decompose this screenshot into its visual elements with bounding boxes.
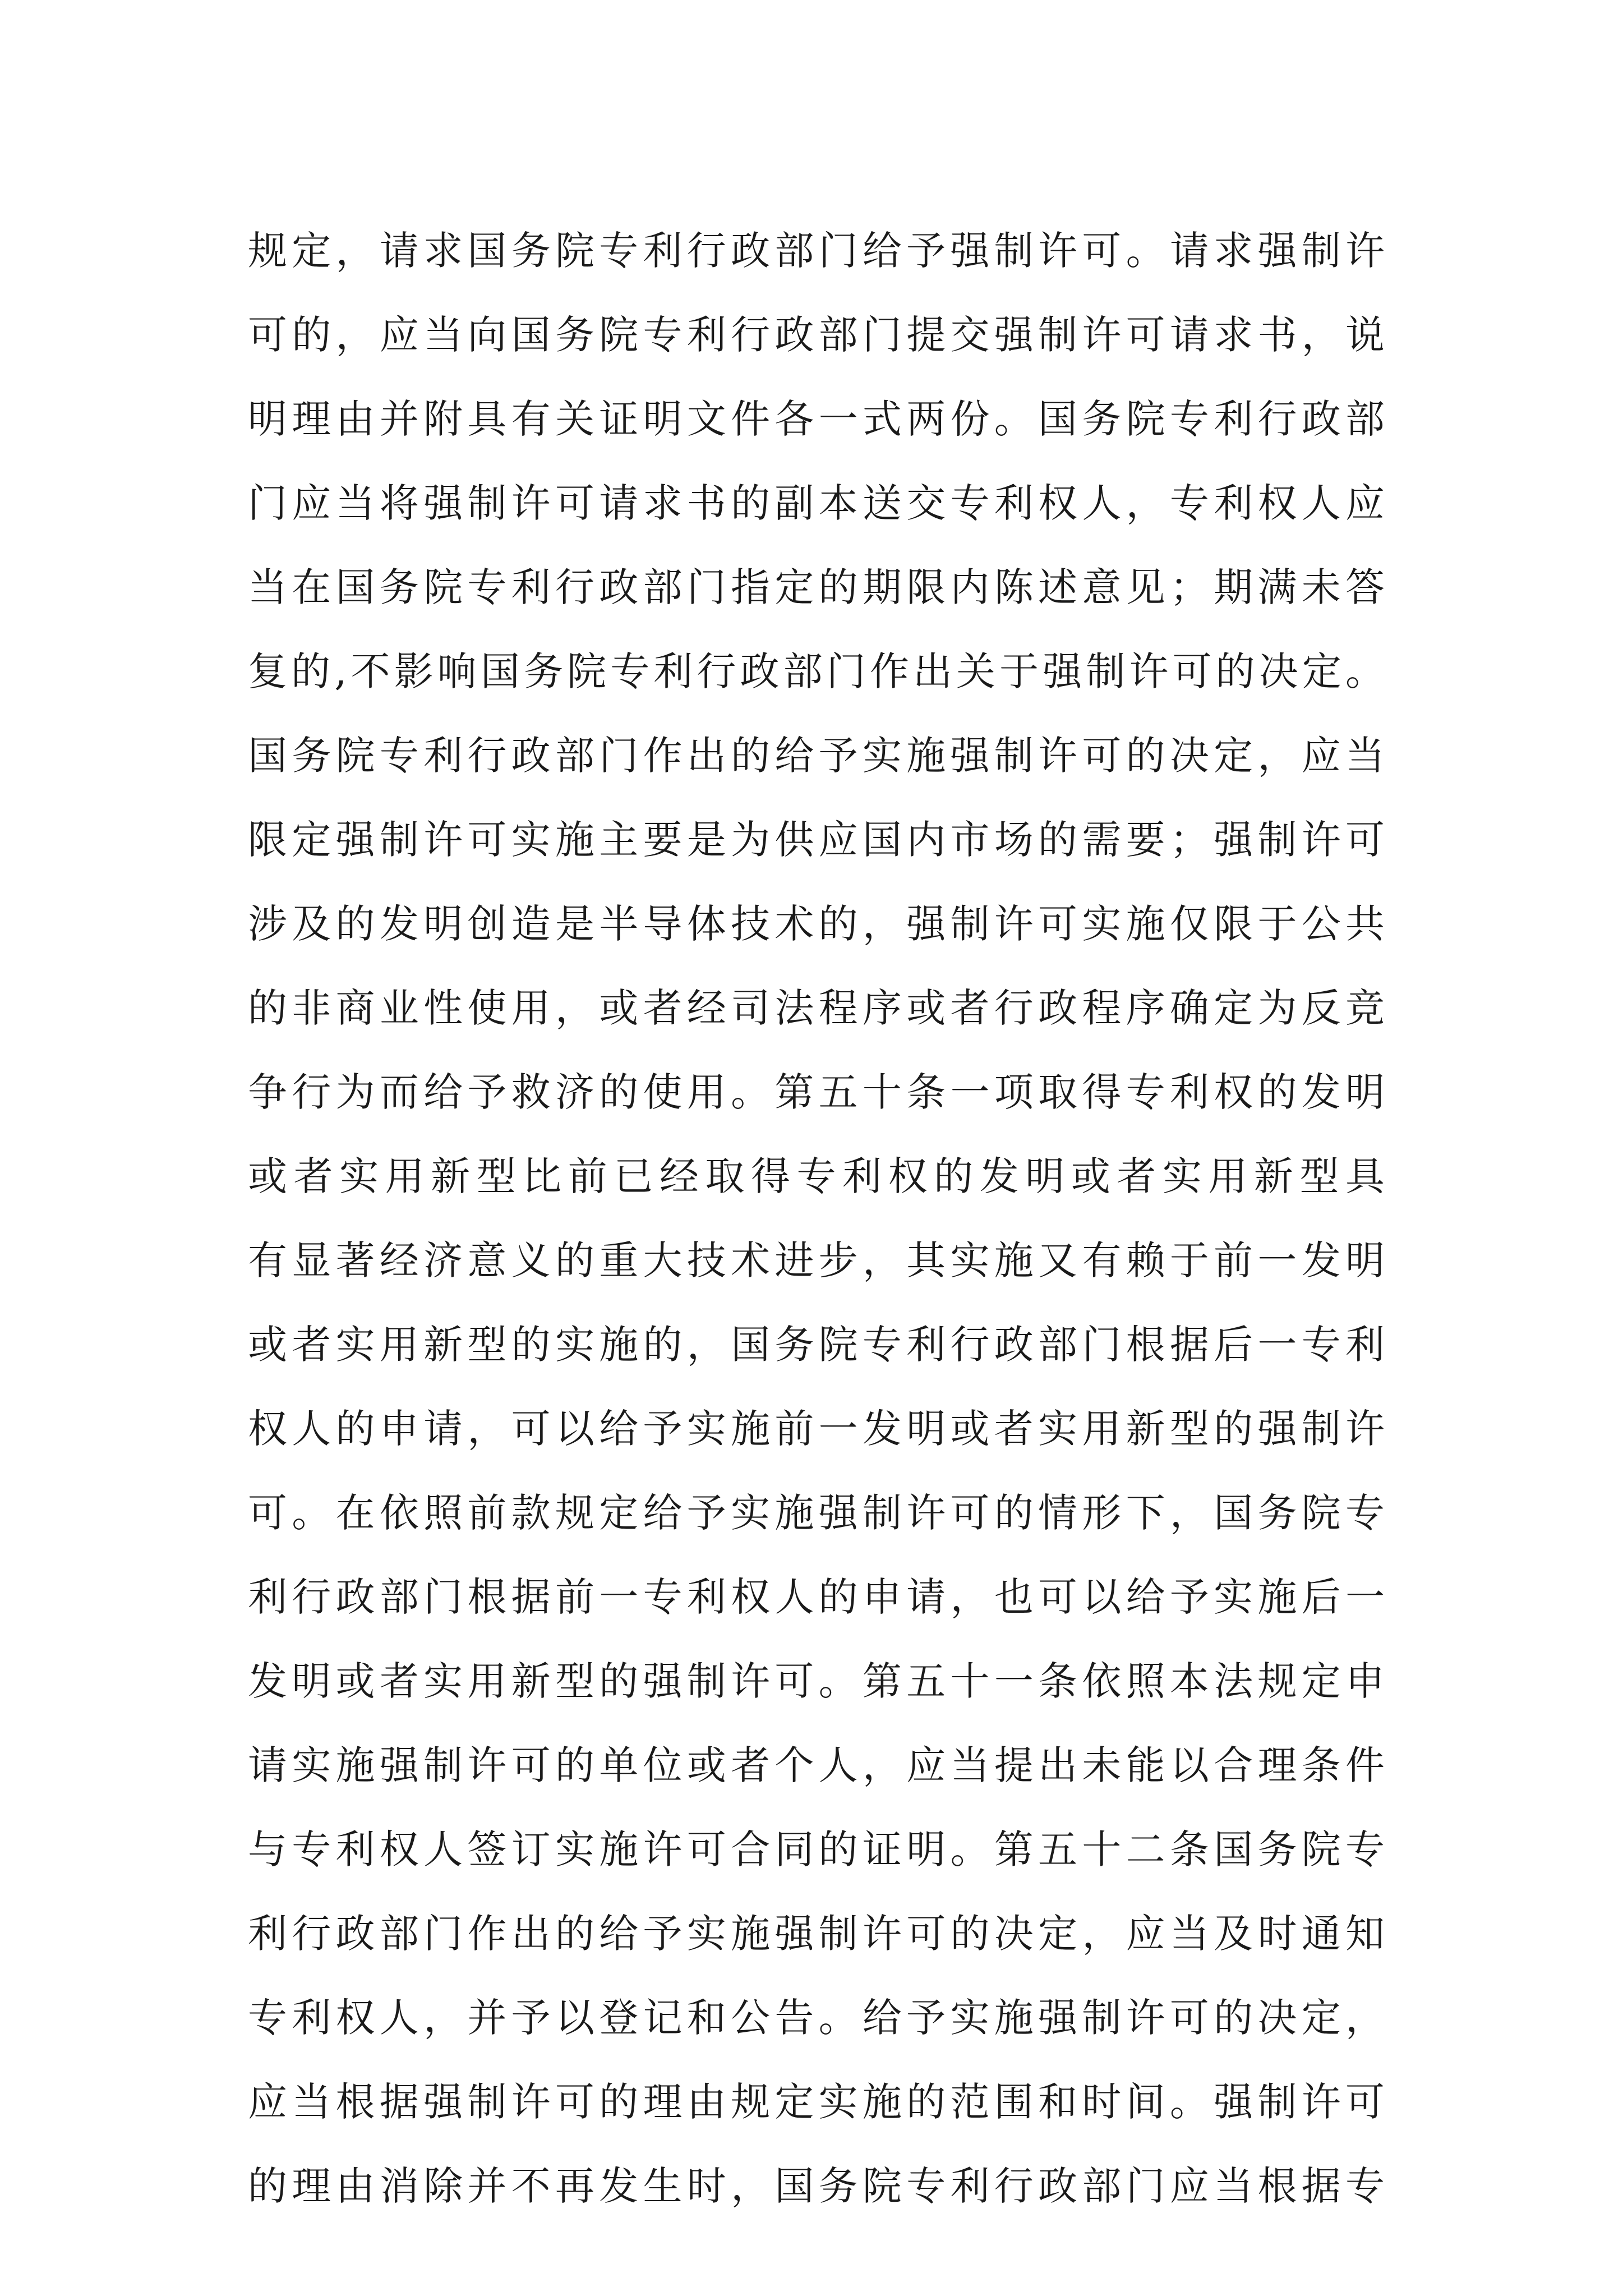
text-line: 专利权人，并予以登记和公告。给予实施强制许可的决定， xyxy=(248,1995,1386,2041)
text-line: 门应当将强制许可请求书的副本送交专利权人，专利权人应 xyxy=(248,480,1386,526)
text-line: 有显著经济意义的重大技术进步，其实施又有赖于前一发明 xyxy=(248,1237,1386,1283)
text-line: 限定强制许可实施主要是为供应国内市场的需要；强制许可 xyxy=(248,817,1386,863)
text-line: 国务院专利行政部门作出的给予实施强制许可的决定，应当 xyxy=(248,733,1386,779)
text-line: 利行政部门作出的给予实施强制许可的决定，应当及时通知 xyxy=(248,1911,1386,1957)
text-line: 或者实用新型的实施的，国务院专利行政部门根据后一专利 xyxy=(248,1322,1386,1368)
text-line: 明理由并附具有关证明文件各一式两份。国务院专利行政部 xyxy=(248,396,1386,442)
text-line: 或者实用新型比前已经取得专利权的发明或者实用新型具 xyxy=(248,1153,1386,1199)
text-line: 利行政部门根据前一专利权人的申请，也可以给予实施后一 xyxy=(248,1574,1386,1620)
body-text xyxy=(248,209,1386,2228)
text-line: 发明或者实用新型的强制许可。第五十一条依照本法规定申 xyxy=(248,1658,1386,1704)
text-line: 的非商业性使用，或者经司法程序或者行政程序确定为反竞 xyxy=(248,985,1386,1031)
text-line: 可。在依照前款规定给予实施强制许可的情形下，国务院专 xyxy=(248,1490,1386,1536)
text-line: 可的，应当向国务院专利行政部门提交强制许可请求书，说 xyxy=(248,312,1386,358)
text-line: 复的,不影响国务院专利行政部门作出关于强制许可的决定。 xyxy=(248,648,1386,694)
text-line: 应当根据强制许可的理由规定实施的范围和时间。强制许可 xyxy=(248,2079,1386,2125)
text-line: 权人的申请，可以给予实施前一发明或者实用新型的强制许 xyxy=(248,1406,1386,1452)
text-line: 当在国务院专利行政部门指定的期限内陈述意见；期满未答 xyxy=(248,564,1386,610)
text-line: 与专利权人签订实施许可合同的证明。第五十二条国务院专 xyxy=(248,1826,1386,1872)
text-line: 的理由消除并不再发生时，国务院专利行政部门应当根据专 xyxy=(248,2163,1386,2209)
text-line: 争行为而给予救济的使用。第五十条一项取得专利权的发明 xyxy=(248,1069,1386,1115)
text-line: 请实施强制许可的单位或者个人，应当提出未能以合理条件 xyxy=(248,1742,1386,1788)
text-line: 涉及的发明创造是半导体技术的，强制许可实施仅限于公共 xyxy=(248,901,1386,947)
text-line: 规定，请求国务院专利行政部门给予强制许可。请求强制许 xyxy=(248,228,1386,274)
